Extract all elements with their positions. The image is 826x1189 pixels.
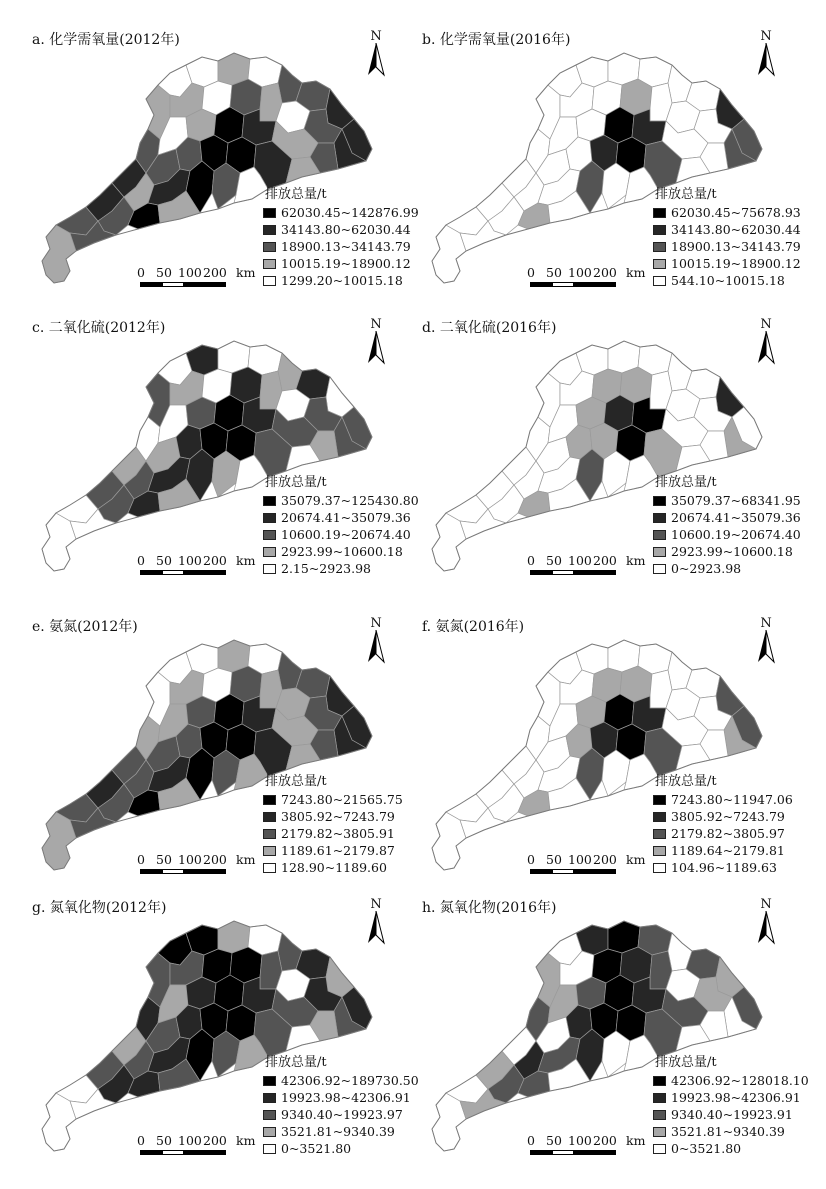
legend-item	[653, 527, 811, 544]
legend-item	[653, 792, 811, 809]
map-panel-g	[20, 893, 420, 1183]
scale-bar-segment	[162, 869, 184, 874]
legend-swatch	[263, 496, 276, 506]
scale-bar-segment	[184, 1150, 226, 1155]
scale-label: 200	[593, 265, 617, 280]
scale-bar-segment	[184, 282, 226, 287]
legend-range: 34143.80~62030.44	[671, 222, 801, 237]
map-legend	[263, 183, 421, 290]
scale-label: km	[236, 1133, 256, 1148]
legend-range: 9340.40~19923.97	[281, 1107, 403, 1122]
legend-title: 排放总量/t	[655, 187, 717, 202]
scale-label: 200	[203, 1133, 227, 1148]
scale-label: 100	[568, 553, 592, 568]
scale-label: km	[626, 852, 646, 867]
scale-bar-segment	[530, 282, 552, 287]
legend-item	[263, 205, 421, 222]
legend-swatch	[263, 1110, 276, 1120]
scale-bar	[137, 1133, 256, 1165]
legend-item	[653, 809, 811, 826]
legend-swatch	[263, 242, 276, 252]
scale-label: km	[236, 852, 256, 867]
legend-swatch	[263, 812, 276, 822]
legend-range: 1299.20~10015.18	[281, 273, 403, 288]
north-label: N	[370, 897, 382, 912]
legend-range: 34143.80~62030.44	[281, 222, 411, 237]
legend-range: 20674.41~35079.36	[281, 510, 411, 525]
legend-range: 10600.19~20674.40	[281, 527, 411, 542]
map-legend	[263, 471, 421, 578]
scale-label: km	[626, 553, 646, 568]
legend-range: 7243.80~21565.75	[281, 792, 403, 807]
legend-item	[263, 1141, 421, 1158]
north-label: N	[760, 317, 772, 332]
panel-title: g. 氮氧化物(2012年)	[32, 900, 167, 916]
scale-bar	[137, 852, 256, 884]
north-label: N	[760, 897, 772, 912]
legend-item	[653, 256, 811, 273]
legend-swatch	[263, 1093, 276, 1103]
legend-item	[653, 1107, 811, 1124]
legend-swatch	[263, 564, 276, 574]
legend-swatch	[653, 812, 666, 822]
legend-swatch	[653, 1110, 666, 1120]
scale-bar	[527, 265, 646, 297]
legend-title: 排放总量/t	[655, 1055, 717, 1070]
legend-item	[653, 1090, 811, 1107]
legend-range: 35079.37~125430.80	[281, 493, 419, 508]
legend-swatch	[263, 547, 276, 557]
legend-item	[653, 1124, 811, 1141]
scale-label: 50	[546, 265, 562, 280]
scale-bar-segment	[552, 570, 574, 575]
legend-item	[653, 493, 811, 510]
legend-item	[263, 1124, 421, 1141]
legend-swatch	[653, 547, 666, 557]
legend-range: 18900.13~34143.79	[281, 239, 411, 254]
legend-range: 7243.80~11947.06	[671, 792, 793, 807]
north-label: N	[370, 616, 382, 631]
legend-range: 18900.13~34143.79	[671, 239, 801, 254]
legend-item	[263, 561, 421, 578]
scale-bar	[527, 1133, 646, 1165]
legend-range: 2923.99~10600.18	[281, 544, 403, 559]
scale-label: 0	[527, 852, 535, 867]
legend-range: 10600.19~20674.40	[671, 527, 801, 542]
scale-label: km	[626, 265, 646, 280]
legend-item	[653, 860, 811, 877]
legend-swatch	[653, 276, 666, 286]
legend-range: 10015.19~18900.12	[281, 256, 411, 271]
legend-item	[653, 1073, 811, 1090]
legend-range: 3521.81~9340.39	[281, 1124, 395, 1139]
legend-title: 排放总量/t	[265, 1055, 327, 1070]
panel-title: b. 化学需氧量(2016年)	[422, 32, 571, 48]
legend-swatch	[263, 276, 276, 286]
legend-swatch	[653, 242, 666, 252]
scale-bar-segment	[574, 282, 616, 287]
legend-swatch	[653, 208, 666, 218]
map-panel-c	[20, 313, 420, 603]
scale-label: 200	[203, 265, 227, 280]
legend-range: 2179.82~3805.91	[281, 826, 395, 841]
legend-swatch	[653, 259, 666, 269]
legend-range: 3805.92~7243.79	[671, 809, 785, 824]
legend-swatch	[263, 530, 276, 540]
scale-label: 50	[156, 1133, 172, 1148]
legend-range: 2.15~2923.98	[281, 561, 371, 576]
map-legend	[653, 471, 811, 578]
scale-bar-segment	[574, 869, 616, 874]
legend-item	[263, 544, 421, 561]
north-arrow-icon	[365, 317, 387, 367]
legend-swatch	[653, 513, 666, 523]
scale-bar-segment	[530, 570, 552, 575]
legend-range: 544.10~10015.18	[671, 273, 785, 288]
scale-label: km	[626, 1133, 646, 1148]
scale-label: km	[236, 553, 256, 568]
panel-title: d. 二氧化硫(2016年)	[422, 320, 557, 336]
map-panel-f	[410, 612, 810, 902]
legend-item	[263, 527, 421, 544]
scale-label: 0	[137, 553, 145, 568]
legend-swatch	[653, 1076, 666, 1086]
north-arrow-icon	[755, 897, 777, 947]
legend-swatch	[653, 1127, 666, 1137]
legend-swatch	[263, 513, 276, 523]
legend-swatch	[653, 829, 666, 839]
legend-range: 3521.81~9340.39	[671, 1124, 785, 1139]
scale-label: 0	[527, 553, 535, 568]
legend-swatch	[263, 1076, 276, 1086]
legend-range: 10015.19~18900.12	[671, 256, 801, 271]
scale-label: 100	[178, 1133, 202, 1148]
scale-label: 50	[156, 265, 172, 280]
north-arrow-icon	[755, 616, 777, 666]
panel-title: f. 氨氮(2016年)	[422, 619, 525, 635]
scale-bar-segment	[140, 1150, 162, 1155]
legend-item	[263, 826, 421, 843]
scale-bar	[527, 852, 646, 884]
scale-label: 0	[137, 1133, 145, 1148]
scale-bar-segment	[140, 869, 162, 874]
north-label: N	[760, 616, 772, 631]
legend-range: 19923.98~42306.91	[671, 1090, 801, 1105]
legend-range: 0~3521.80	[671, 1141, 742, 1156]
scale-label: 50	[156, 553, 172, 568]
legend-swatch	[263, 1127, 276, 1137]
legend-swatch	[653, 795, 666, 805]
legend-item	[653, 273, 811, 290]
legend-range: 35079.37~68341.95	[671, 493, 801, 508]
map-panel-e	[20, 612, 420, 902]
legend-item	[263, 1073, 421, 1090]
legend-swatch	[263, 259, 276, 269]
panel-title: c. 二氧化硫(2012年)	[32, 320, 166, 336]
legend-range: 62030.45~75678.93	[671, 205, 801, 220]
scale-bar-segment	[140, 570, 162, 575]
legend-item	[653, 561, 811, 578]
scale-bar	[137, 265, 256, 297]
legend-range: 0~2923.98	[671, 561, 742, 576]
legend-range: 42306.92~189730.50	[281, 1073, 419, 1088]
scale-label: 0	[527, 1133, 535, 1148]
legend-swatch	[653, 496, 666, 506]
map-legend	[653, 770, 811, 877]
scale-bar-segment	[574, 1150, 616, 1155]
legend-item	[263, 1090, 421, 1107]
legend-item	[263, 493, 421, 510]
legend-swatch	[653, 863, 666, 873]
scale-label: 100	[568, 265, 592, 280]
scale-bar-segment	[552, 869, 574, 874]
scale-bar-segment	[552, 282, 574, 287]
panel-title: a. 化学需氧量(2012年)	[32, 32, 180, 48]
legend-item	[263, 273, 421, 290]
legend-item	[653, 843, 811, 860]
legend-title: 排放总量/t	[655, 475, 717, 490]
legend-item	[263, 843, 421, 860]
map-panel-h	[410, 893, 810, 1183]
legend-swatch	[653, 530, 666, 540]
scale-label: 100	[178, 265, 202, 280]
legend-swatch	[653, 225, 666, 235]
north-arrow-icon	[755, 317, 777, 367]
legend-swatch	[653, 564, 666, 574]
legend-title: 排放总量/t	[655, 774, 717, 789]
legend-swatch	[653, 1093, 666, 1103]
map-legend	[653, 1051, 811, 1158]
legend-range: 9340.40~19923.91	[671, 1107, 793, 1122]
legend-range: 1189.61~2179.87	[281, 843, 395, 858]
legend-item	[653, 205, 811, 222]
legend-range: 19923.98~42306.91	[281, 1090, 411, 1105]
scale-bar-segment	[574, 570, 616, 575]
north-label: N	[370, 29, 382, 44]
scale-label: 50	[546, 852, 562, 867]
legend-swatch	[263, 795, 276, 805]
north-label: N	[370, 317, 382, 332]
legend-swatch	[263, 829, 276, 839]
scale-label: 50	[546, 553, 562, 568]
legend-item	[263, 860, 421, 877]
legend-item	[263, 239, 421, 256]
scale-label: 100	[178, 852, 202, 867]
scale-bar-segment	[184, 570, 226, 575]
map-panel-a	[20, 25, 420, 315]
scale-label: 100	[568, 1133, 592, 1148]
legend-range: 128.90~1189.60	[281, 860, 387, 875]
scale-label: 200	[593, 553, 617, 568]
legend-swatch	[653, 1144, 666, 1154]
north-arrow-icon	[365, 616, 387, 666]
legend-item	[263, 510, 421, 527]
legend-range: 0~3521.80	[281, 1141, 352, 1156]
legend-title: 排放总量/t	[265, 187, 327, 202]
map-legend	[263, 1051, 421, 1158]
scale-label: 200	[203, 852, 227, 867]
legend-range: 3805.92~7243.79	[281, 809, 395, 824]
legend-range: 1189.64~2179.81	[671, 843, 785, 858]
legend-range: 20674.41~35079.36	[671, 510, 801, 525]
panel-title: h. 氮氧化物(2016年)	[422, 900, 557, 916]
legend-range: 62030.45~142876.99	[281, 205, 419, 220]
scale-label: 100	[568, 852, 592, 867]
north-label: N	[760, 29, 772, 44]
legend-title: 排放总量/t	[265, 475, 327, 490]
scale-label: 0	[137, 852, 145, 867]
legend-range: 104.96~1189.63	[671, 860, 777, 875]
scale-bar	[527, 553, 646, 585]
legend-swatch	[263, 225, 276, 235]
scale-label: km	[236, 265, 256, 280]
legend-item	[263, 222, 421, 239]
legend-swatch	[263, 1144, 276, 1154]
legend-item	[263, 256, 421, 273]
panel-title: e. 氨氮(2012年)	[32, 619, 138, 635]
north-arrow-icon	[365, 897, 387, 947]
map-panel-b	[410, 25, 810, 315]
scale-bar-segment	[530, 869, 552, 874]
legend-range: 42306.92~128018.10	[671, 1073, 809, 1088]
scale-bar-segment	[140, 282, 162, 287]
scale-bar-segment	[162, 570, 184, 575]
scale-bar-segment	[162, 1150, 184, 1155]
scale-bar-segment	[162, 282, 184, 287]
legend-title: 排放总量/t	[265, 774, 327, 789]
scale-bar-segment	[184, 869, 226, 874]
scale-label: 100	[178, 553, 202, 568]
scale-label: 200	[593, 852, 617, 867]
map-legend	[263, 770, 421, 877]
legend-item	[263, 792, 421, 809]
legend-item	[653, 510, 811, 527]
scale-bar-segment	[530, 1150, 552, 1155]
legend-swatch	[263, 208, 276, 218]
legend-item	[653, 544, 811, 561]
legend-range: 2923.99~10600.18	[671, 544, 793, 559]
map-panel-d	[410, 313, 810, 603]
scale-label: 50	[156, 852, 172, 867]
scale-bar-segment	[552, 1150, 574, 1155]
scale-label: 0	[527, 265, 535, 280]
legend-swatch	[263, 863, 276, 873]
map-legend	[653, 183, 811, 290]
legend-range: 2179.82~3805.97	[671, 826, 785, 841]
scale-label: 200	[203, 553, 227, 568]
legend-item	[653, 239, 811, 256]
legend-item	[263, 1107, 421, 1124]
scale-label: 50	[546, 1133, 562, 1148]
legend-swatch	[263, 846, 276, 856]
north-arrow-icon	[755, 29, 777, 79]
legend-item	[653, 826, 811, 843]
legend-item	[653, 1141, 811, 1158]
scale-bar	[137, 553, 256, 585]
legend-item	[263, 809, 421, 826]
legend-swatch	[653, 846, 666, 856]
scale-label: 0	[137, 265, 145, 280]
legend-item	[653, 222, 811, 239]
scale-label: 200	[593, 1133, 617, 1148]
north-arrow-icon	[365, 29, 387, 79]
